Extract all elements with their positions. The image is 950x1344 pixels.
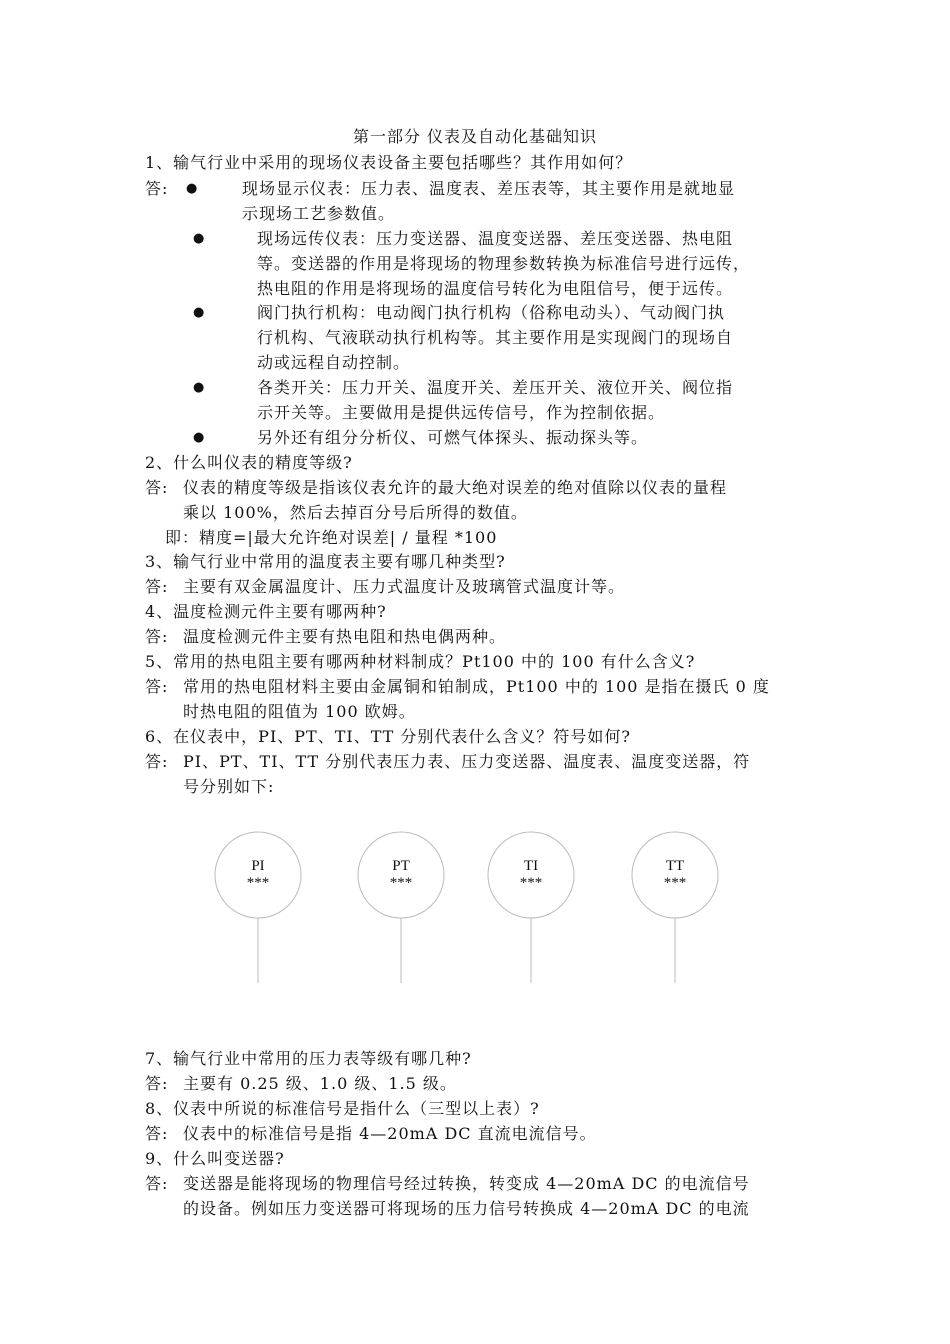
question-6: 6、在仪表中，PI、PT、TI、TT 分别代表什么含义？符号如何? [145, 727, 632, 746]
page-title: 第一部分 仪表及自动化基础知识 [352, 127, 598, 146]
question-8: 8、仪表中所说的标准信号是指什么（三型以上表）? [145, 1099, 540, 1118]
q1-bullet-3-line-3: 动或远程自动控制。 [257, 353, 411, 372]
answer-4: 温度检测元件主要有热电阻和热电偶两种。 [183, 627, 507, 646]
question-3: 3、输气行业中常用的温度表主要有哪几种类型? [145, 552, 506, 571]
question-5: 5、常用的热电阻主要有哪两种材料制成？Pt100 中的 100 有什么含义? [145, 652, 696, 671]
bullet-icon: ● [193, 231, 205, 246]
symbol-tag: TT [665, 858, 685, 874]
answer-label-5: 答: [145, 677, 169, 696]
q1-bullet-4-line-1: 各类开关：压力开关、温度开关、差压开关、液位开关、阀位指 [257, 378, 734, 397]
instrument-symbols [0, 820, 950, 990]
question-7: 7、输气行业中常用的压力表等级有哪几种? [145, 1049, 472, 1068]
symbol-sub: *** [663, 875, 687, 891]
answer-8: 仪表中的标准信号是指 4—20mA DC 直流电流信号。 [183, 1124, 597, 1143]
q1-bullet-3-line-2: 行机构、气液联动执行机构等。其主要作用是实现阀门的现场自 [257, 328, 734, 347]
answer-3: 主要有双金属温度计、压力式温度计及玻璃管式温度计等。 [183, 577, 626, 596]
symbol-tag: PI [251, 858, 265, 874]
instrument-symbol-tt [632, 832, 718, 983]
q1-bullet-2-line-2: 等。变送器的作用是将现场的物理参数转换为标准信号进行远传， [257, 254, 751, 273]
answer-label-7: 答: [145, 1074, 169, 1093]
bullet-icon: ● [193, 380, 205, 395]
q1-bullet-2-line-3: 热电阻的作用是将现场的温度信号转化为电阻信号，便于远传。 [257, 279, 734, 298]
answer-5-line-1: 常用的热电阻材料主要由金属铜和铂制成，Pt100 中的 100 是指在摄氏 0 度 [183, 677, 770, 696]
question-2: 2、什么叫仪表的精度等级? [145, 453, 353, 472]
bullet-icon: ● [186, 181, 198, 196]
answer-label-3: 答: [145, 577, 169, 596]
precision-formula: 即：精度=|最大允许绝对误差| / 量程 *100 [165, 528, 498, 547]
symbol-sub: *** [519, 875, 543, 891]
answer-label-2: 答: [145, 478, 169, 497]
q1-bullet-5-line-1: 另外还有组分分析仪、可燃气体探头、振动探头等。 [257, 428, 649, 447]
symbol-tag: TI [523, 858, 539, 874]
answer-2-line-1: 仪表的精度等级是指该仪表允许的最大绝对误差的绝对值除以仪表的量程 [183, 478, 728, 497]
q1-bullet-1-line-2: 示现场工艺参数值。 [242, 204, 396, 223]
answer-9-line-1: 变送器是能将现场的物理信号经过转换，转变成 4—20mA DC 的电流信号 [183, 1174, 750, 1193]
instrument-symbol-pi [215, 832, 301, 983]
symbol-sub: *** [389, 875, 413, 891]
q1-bullet-3-line-1: 阀门执行机构：电动阀门执行机构（俗称电动头）、气动阀门执 [257, 303, 726, 322]
answer-7: 主要有 0.25 级、1.0 级、1.5 级。 [183, 1074, 457, 1093]
symbol-tag: PT [392, 858, 410, 874]
answer-label-4: 答: [145, 627, 169, 646]
answer-2-line-2: 乘以 100%，然后去掉百分号后所得的数值。 [183, 503, 528, 522]
question-9: 9、什么叫变送器? [145, 1149, 285, 1168]
q1-bullet-4-line-2: 示开关等。主要做用是提供远传信号，作为控制依据。 [257, 403, 666, 422]
instrument-symbol-ti [488, 832, 574, 983]
question-4: 4、温度检测元件主要有哪两种? [145, 602, 387, 621]
answer-6-line-2: 号分别如下: [183, 777, 275, 796]
answer-label-8: 答: [145, 1124, 169, 1143]
bullet-icon: ● [193, 430, 205, 445]
bullet-icon: ● [193, 305, 205, 320]
q1-bullet-2-line-1: 现场远传仪表：压力变送器、温度变送器、差压变送器、热电阻 [257, 229, 734, 248]
answer-label-9: 答: [145, 1174, 169, 1193]
question-1: 1、输气行业中采用的现场仪表设备主要包括哪些？其作用如何？ [145, 153, 633, 172]
symbol-sub: *** [246, 875, 270, 891]
answer-5-line-2: 时热电阻的阻值为 100 欧姆。 [183, 702, 416, 721]
answer-label-1: 答: [145, 179, 169, 198]
answer-label-6: 答: [145, 752, 169, 771]
instrument-symbol-pt [358, 832, 444, 983]
answer-9-line-2: 的设备。例如压力变送器可将现场的压力信号转换成 4—20mA DC 的电流 [183, 1199, 750, 1218]
answer-6-line-1: PI、PT、TI、TT 分别代表压力表、压力变送器、温度表、温度变送器，符 [183, 752, 751, 771]
q1-bullet-1-line-1: 现场显示仪表：压力表、温度表、差压表等，其主要作用是就地显 [242, 179, 736, 198]
